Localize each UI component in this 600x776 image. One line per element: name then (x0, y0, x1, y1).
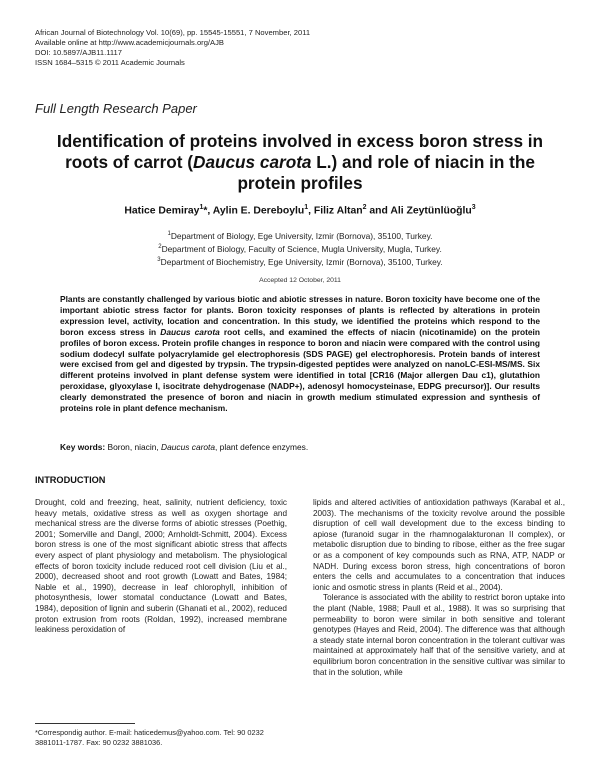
introduction-heading: INTRODUCTION (35, 475, 106, 485)
paper-type: Full Length Research Paper (35, 101, 197, 116)
journal-url[interactable]: Available online at http://www.academicjournals.org/AJB (35, 38, 224, 47)
keywords (60, 442, 540, 452)
author-separator: , (207, 205, 213, 217)
affiliation-number: 1 (167, 231, 171, 237)
abstract (60, 294, 540, 414)
author-affiliation-mark: 1 (199, 204, 204, 211)
journal-citation: African Journal of Biotechnology Vol. 10(69), pp. 15545-15551, 7 November, 2011 (35, 28, 311, 37)
accepted-date: Accepted 12 October, 2011 (259, 277, 341, 284)
author-separator: , (308, 205, 314, 217)
abstract-species: Daucus carota (160, 326, 220, 337)
author-affiliation-mark: 3 (471, 204, 476, 211)
affiliation (40, 229, 560, 242)
abstract-part-2: root cells, and examined the effects of niacin (nicotinamide) on the protein profiles of boron excess. Protein profile changes in responce to boron and niacin were compared with the control using sodium dodecyl sulfate polyacrylamide gel electrophoresis (SDS PAGE) gel electrophoresis. Protein bands of interest were excised from gel and digested by trypsin. The trypsin-digested peptides were analyzed on nanoLC-ESI-MS/MS. Six different proteins involved in plant defense system were identified in total [CR16 (Major allergen Dau c1), glutathion peroxidase, glyoxylase I, isocitrate dehydrogenase (NADP+), adenosyl homocysteinase, EDPG precursor)]. Our results clearly demonstrated the presence of boron and niacin in growth medium stimulated expression and synthesis of proteins role in plant defence mechanism. (60, 326, 540, 414)
keywords-species: Daucus carota (161, 442, 216, 452)
title-part-1: Identification of proteins involved in excess boron stress in roots of carrot ( (56, 131, 544, 172)
paragraph: lipids and altered activities of antioxidation pathways (Karabal et al., 2003). The mechanisms of the toxicity revolve around the possible disruption of cell wall development due to the excess binding to apiose (furanoid sugar in the rhamnogalakturonan II complex), or metabolic disruption due to binding to ribose, either as the free sugar or as a component of key compounds such as RNA, ATP, NADP or NADH. During excess boron stress, high concentrations of boron enters the cells and accumulates to a concentration that induces ionic and osmotic stress in plants (Reid et al., 2004). (313, 498, 565, 592)
paragraph: Drought, cold and freezing, heat, salinity, nutrient deficiency, toxic heavy metals, oxidative stress as well as oxygen shortage and mechanical stress are the diverse forms of abiotic stresses (Poethig, 2001; Somerville and Dangl, 2000; Arnholdt-Schmitt, 2004). Excess boron stress is one of the most significant abiotic stress that affects every aspect of plant physiology and metabolism. The physiological effects of boron toxicity include reduced root cell division (Liu et al., 2000), decreased shoot and root growth (Lowatt and Bates, 1984; Nable et al., 1990), decrease in leaf chlorophyll, inhibition of photosynthesis, lower stomatal conductance (Lowatt and Bates, 1984), deposition of lignin and suberin (Ghanati et al., 2002), reduced proton extrusion from roots (Roldan, 1992), increased membrane leakiness peroxidation of (35, 498, 287, 635)
correspondence-footnote: *Correspondig author. E-mail: haticedemus@yahoo.com. Tel: 90 0232 3881011-1787. Fax: 90 0232 3881036. (35, 728, 264, 747)
abstract-part-1: Plants are constantly challenged by various biotic and abiotic stresses in nature. Boron toxicity have become one of the important abiotic stress factor for plants. Boron toxicity responses of plants is reflected by alterations in protein expression level, activity, location and concentration. In this study, we identified the proteins which respond to the boron excess stress in (60, 294, 540, 337)
affiliation-text: Department of Biology, Faculty of Science, Mugla University, Mugla, Turkey. (161, 243, 442, 254)
author-list (40, 204, 560, 216)
journal-doi: DOI: 10.5897/AJB11.1117 (35, 48, 122, 57)
corresponding-mark: * (203, 205, 208, 217)
affiliation-text: Department of Biology, Ege University, Izmir (Bornova), 35100, Turkey. (170, 230, 433, 241)
keywords-label: Key words: (60, 442, 106, 452)
affiliation (40, 255, 560, 268)
affiliation-text: Department of Biochemistry, Ege University, Izmir (Bornova), 35100, Turkey. (160, 256, 443, 267)
affiliation-number: 3 (157, 256, 161, 263)
affiliation-list (40, 229, 560, 267)
title-part-2: L.) and role of niacin in the protein profiles (237, 152, 535, 193)
journal-header (35, 28, 310, 68)
author-affiliation-mark: 1 (304, 204, 309, 211)
title-species: Daucus carota (193, 152, 312, 172)
affiliation (40, 242, 560, 255)
paragraph: Tolerance is associated with the ability to restrict boron uptake into the plant (Nable, 1988; Paull et al., 1988). It was so surprising that permeability to boron were similar in both sensitive and tolerant genotypes (Hayes and Reid, 2004). The difference was that although a steady state internal boron concentration in the tolerant cultivar was maintained at approximately half that of the sensitive variety, and at equilibrium boron concentration in the sensitive cultivar was similar to that in the solution, while (313, 593, 565, 677)
author-name: Ali Zeytünlüoğlu (390, 205, 472, 217)
author-affiliation-mark: 2 (362, 204, 367, 211)
author-name: Hatice Demiray (124, 205, 200, 217)
footnote-divider (35, 723, 135, 724)
keywords-part-2: , plant defence enzymes. (215, 442, 309, 452)
right-column (313, 498, 565, 678)
journal-issn: ISSN 1684–5315 © 2011 Academic Journals (35, 58, 185, 67)
affiliation-number: 2 (158, 243, 162, 250)
author-name: Aylin E. Dereboylu (212, 205, 305, 217)
author-separator: and (366, 205, 391, 217)
keywords-part-1: Boron, niacin, (105, 442, 162, 452)
author-name: Filiz Altan (313, 205, 363, 217)
left-column (35, 498, 287, 636)
paper-title (40, 131, 560, 194)
